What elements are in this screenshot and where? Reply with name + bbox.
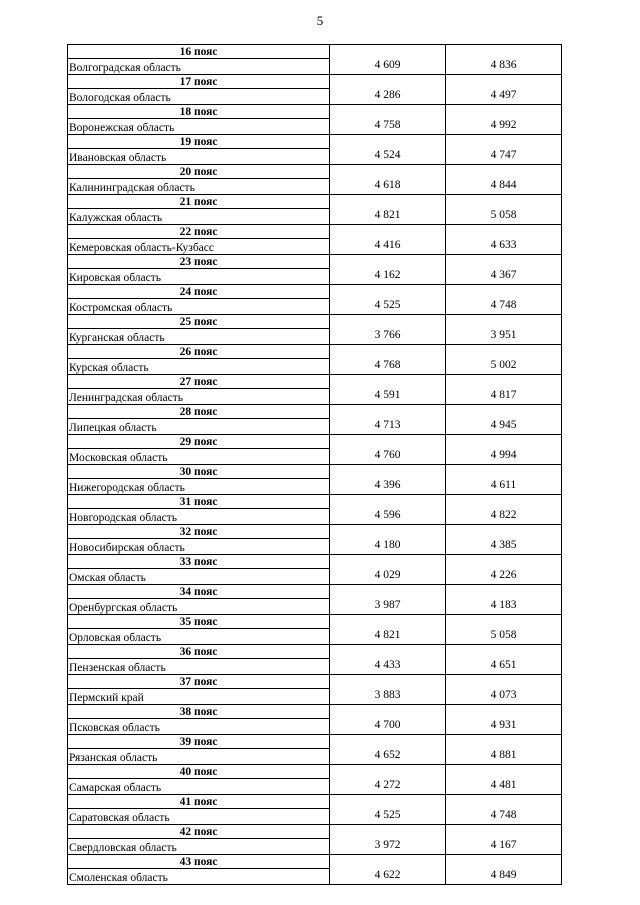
zone-label: 35 пояс [68,615,330,629]
value-cell-2: 5 058 [446,209,562,225]
zone-blank-cell [446,585,562,599]
value-cell-2: 4 836 [446,59,562,75]
region-name: Оренбургская область [68,599,330,615]
region-name: Пермский край [68,689,330,705]
zone-header-row [68,345,562,359]
region-name: Липецкая область [68,419,330,435]
zone-header-row [68,435,562,449]
zone-blank-cell [330,585,446,599]
zone-blank-cell [446,495,562,509]
region-row [68,569,562,585]
region-name: Московская область [68,449,330,465]
zone-header-row [68,795,562,809]
value-cell-1: 4 433 [330,659,446,675]
value-cell-1: 4 618 [330,179,446,195]
region-row [68,629,562,645]
zone-blank-cell [446,375,562,389]
zone-header-row [68,495,562,509]
zone-header-row [68,285,562,299]
region-row [68,869,562,885]
value-cell-1: 4 525 [330,299,446,315]
region-name: Вологодская область [68,89,330,105]
zone-blank-cell [446,705,562,719]
region-name: Волгоградская область [68,59,330,75]
value-cell-1: 4 760 [330,449,446,465]
region-name: Рязанская область [68,749,330,765]
zone-label: 32 пояс [68,525,330,539]
zone-label: 43 пояс [68,855,330,869]
value-cell-1: 3 972 [330,839,446,855]
zone-label: 26 пояс [68,345,330,359]
zone-blank-cell [446,315,562,329]
zone-blank-cell [330,405,446,419]
zone-blank-cell [330,555,446,569]
value-cell-1: 3 987 [330,599,446,615]
value-cell-1: 4 416 [330,239,446,255]
zone-label: 33 пояс [68,555,330,569]
zone-header-row [68,75,562,89]
zone-label: 34 пояс [68,585,330,599]
zone-label: 21 пояс [68,195,330,209]
zone-label: 30 пояс [68,465,330,479]
value-cell-1: 4 162 [330,269,446,285]
region-row [68,119,562,135]
value-cell-2: 4 183 [446,599,562,615]
zone-blank-cell [330,765,446,779]
zone-header-row [68,555,562,569]
region-row [68,779,562,795]
zone-blank-cell [330,525,446,539]
zone-blank-cell [330,315,446,329]
region-row [68,839,562,855]
value-cell-2: 4 992 [446,119,562,135]
value-cell-2: 4 611 [446,479,562,495]
zone-blank-cell [330,195,446,209]
region-row [68,659,562,675]
region-row [68,599,562,615]
value-cell-1: 4 272 [330,779,446,795]
zone-header-row [68,705,562,719]
region-name: Калужская область [68,209,330,225]
region-row [68,329,562,345]
region-row [68,419,562,435]
zone-blank-cell [330,75,446,89]
region-name: Омская область [68,569,330,585]
zone-label: 42 пояс [68,825,330,839]
zone-blank-cell [330,465,446,479]
value-cell-2: 3 951 [446,329,562,345]
zone-blank-cell [446,225,562,239]
zone-header-row [68,585,562,599]
region-row [68,389,562,405]
value-cell-1: 4 180 [330,539,446,555]
zone-label: 36 пояс [68,645,330,659]
zone-header-row [68,675,562,689]
zone-header-row [68,315,562,329]
region-row [68,149,562,165]
zone-label: 16 пояс [68,45,330,59]
value-cell-2: 4 367 [446,269,562,285]
zone-label: 25 пояс [68,315,330,329]
value-cell-2: 4 651 [446,659,562,675]
value-cell-2: 4 748 [446,299,562,315]
region-row [68,359,562,375]
zone-blank-cell [330,705,446,719]
zone-blank-cell [446,45,562,59]
value-cell-1: 4 713 [330,419,446,435]
zone-blank-cell [446,675,562,689]
zone-blank-cell [330,675,446,689]
region-row [68,59,562,75]
value-cell-1: 4 622 [330,869,446,885]
value-cell-2: 4 385 [446,539,562,555]
zone-blank-cell [446,75,562,89]
region-name: Свердловская область [68,839,330,855]
region-name: Кемеровская область-Кузбасс [68,239,330,255]
region-row [68,269,562,285]
zone-blank-cell [446,855,562,869]
value-cell-1: 4 286 [330,89,446,105]
region-name: Смоленская область [68,869,330,885]
zone-label: 27 пояс [68,375,330,389]
value-cell-1: 4 758 [330,119,446,135]
value-cell-2: 4 633 [446,239,562,255]
region-name: Курганская область [68,329,330,345]
zone-blank-cell [330,285,446,299]
zone-blank-cell [330,795,446,809]
zone-header-row [68,225,562,239]
value-cell-1: 4 821 [330,209,446,225]
zone-header-row [68,105,562,119]
value-cell-1: 4 609 [330,59,446,75]
value-cell-2: 4 822 [446,509,562,525]
zone-rates-table-body [68,45,562,885]
zone-blank-cell [330,645,446,659]
value-cell-1: 4 396 [330,479,446,495]
region-name: Воронежская область [68,119,330,135]
region-name: Калининградская область [68,179,330,195]
zone-header-row [68,855,562,869]
value-cell-1: 4 652 [330,749,446,765]
value-cell-2: 4 167 [446,839,562,855]
value-cell-2: 4 844 [446,179,562,195]
zone-blank-cell [330,825,446,839]
zone-label: 22 пояс [68,225,330,239]
region-row [68,209,562,225]
region-row [68,299,562,315]
zone-label: 37 пояс [68,675,330,689]
zone-blank-cell [330,495,446,509]
zone-header-row [68,195,562,209]
region-row [68,689,562,705]
value-cell-2: 5 002 [446,359,562,375]
zone-blank-cell [446,255,562,269]
value-cell-2: 5 058 [446,629,562,645]
value-cell-2: 4 994 [446,449,562,465]
zone-blank-cell [446,285,562,299]
region-row [68,719,562,735]
zone-blank-cell [446,615,562,629]
region-name: Кировская область [68,269,330,285]
zone-header-row [68,45,562,59]
region-name: Самарская область [68,779,330,795]
value-cell-1: 4 524 [330,149,446,165]
zone-blank-cell [446,435,562,449]
value-cell-1: 3 766 [330,329,446,345]
value-cell-2: 4 073 [446,689,562,705]
zone-blank-cell [446,405,562,419]
zone-label: 41 пояс [68,795,330,809]
value-cell-1: 3 883 [330,689,446,705]
zone-label: 29 пояс [68,435,330,449]
value-cell-1: 4 029 [330,569,446,585]
region-name: Костромская область [68,299,330,315]
zone-header-row [68,405,562,419]
value-cell-2: 4 881 [446,749,562,765]
zone-blank-cell [330,105,446,119]
zone-rates-table [67,44,562,885]
zone-blank-cell [446,795,562,809]
value-cell-1: 4 596 [330,509,446,525]
zone-label: 28 пояс [68,405,330,419]
zone-blank-cell [446,765,562,779]
zone-header-row [68,465,562,479]
value-cell-1: 4 768 [330,359,446,375]
zone-label: 31 пояс [68,495,330,509]
value-cell-1: 4 821 [330,629,446,645]
page-number: 5 [316,13,324,28]
region-name: Саратовская область [68,809,330,825]
zone-blank-cell [330,45,446,59]
value-cell-2: 4 747 [446,149,562,165]
zone-header-row [68,615,562,629]
zone-blank-cell [446,165,562,179]
value-cell-2: 4 748 [446,809,562,825]
zone-header-row [68,825,562,839]
value-cell-2: 4 481 [446,779,562,795]
zone-label: 38 пояс [68,705,330,719]
value-cell-2: 4 497 [446,89,562,105]
region-name: Орловская область [68,629,330,645]
zone-blank-cell [446,195,562,209]
region-name: Курская область [68,359,330,375]
zone-blank-cell [446,735,562,749]
zone-blank-cell [446,525,562,539]
zone-label: 23 пояс [68,255,330,269]
zone-blank-cell [446,555,562,569]
region-name: Псковская область [68,719,330,735]
zone-header-row [68,645,562,659]
zone-header-row [68,735,562,749]
zone-label: 20 пояс [68,165,330,179]
zone-header-row [68,525,562,539]
region-name: Ивановская область [68,149,330,165]
value-cell-2: 4 226 [446,569,562,585]
zone-label: 18 пояс [68,105,330,119]
zone-blank-cell [446,345,562,359]
value-cell-2: 4 945 [446,419,562,435]
region-row [68,449,562,465]
region-row [68,539,562,555]
zone-blank-cell [330,255,446,269]
zone-label: 17 пояс [68,75,330,89]
region-name: Новгородская область [68,509,330,525]
value-cell-2: 4 817 [446,389,562,405]
zone-blank-cell [446,105,562,119]
zone-blank-cell [330,855,446,869]
region-row [68,239,562,255]
region-row [68,509,562,525]
value-cell-1: 4 525 [330,809,446,825]
zone-label: 40 пояс [68,765,330,779]
zone-blank-cell [330,225,446,239]
zone-blank-cell [330,735,446,749]
zone-header-row [68,255,562,269]
zone-blank-cell [446,135,562,149]
zone-blank-cell [446,465,562,479]
zone-header-row [68,375,562,389]
zone-blank-cell [446,825,562,839]
zone-blank-cell [446,645,562,659]
zone-label: 39 пояс [68,735,330,749]
zone-blank-cell [330,615,446,629]
region-name: Пензенская область [68,659,330,675]
zone-blank-cell [330,375,446,389]
zone-label: 24 пояс [68,285,330,299]
zone-blank-cell [330,135,446,149]
zone-header-row [68,165,562,179]
zone-header-row [68,765,562,779]
region-name: Ленинградская область [68,389,330,405]
zone-blank-cell [330,345,446,359]
region-row [68,179,562,195]
zone-label: 19 пояс [68,135,330,149]
zone-header-row [68,135,562,149]
region-row [68,749,562,765]
value-cell-1: 4 591 [330,389,446,405]
region-row [68,809,562,825]
region-name: Нижегородская область [68,479,330,495]
region-row [68,479,562,495]
zone-blank-cell [330,165,446,179]
region-name: Новосибирская область [68,539,330,555]
value-cell-2: 4 931 [446,719,562,735]
region-row [68,89,562,105]
zone-blank-cell [330,435,446,449]
value-cell-1: 4 700 [330,719,446,735]
value-cell-2: 4 849 [446,869,562,885]
